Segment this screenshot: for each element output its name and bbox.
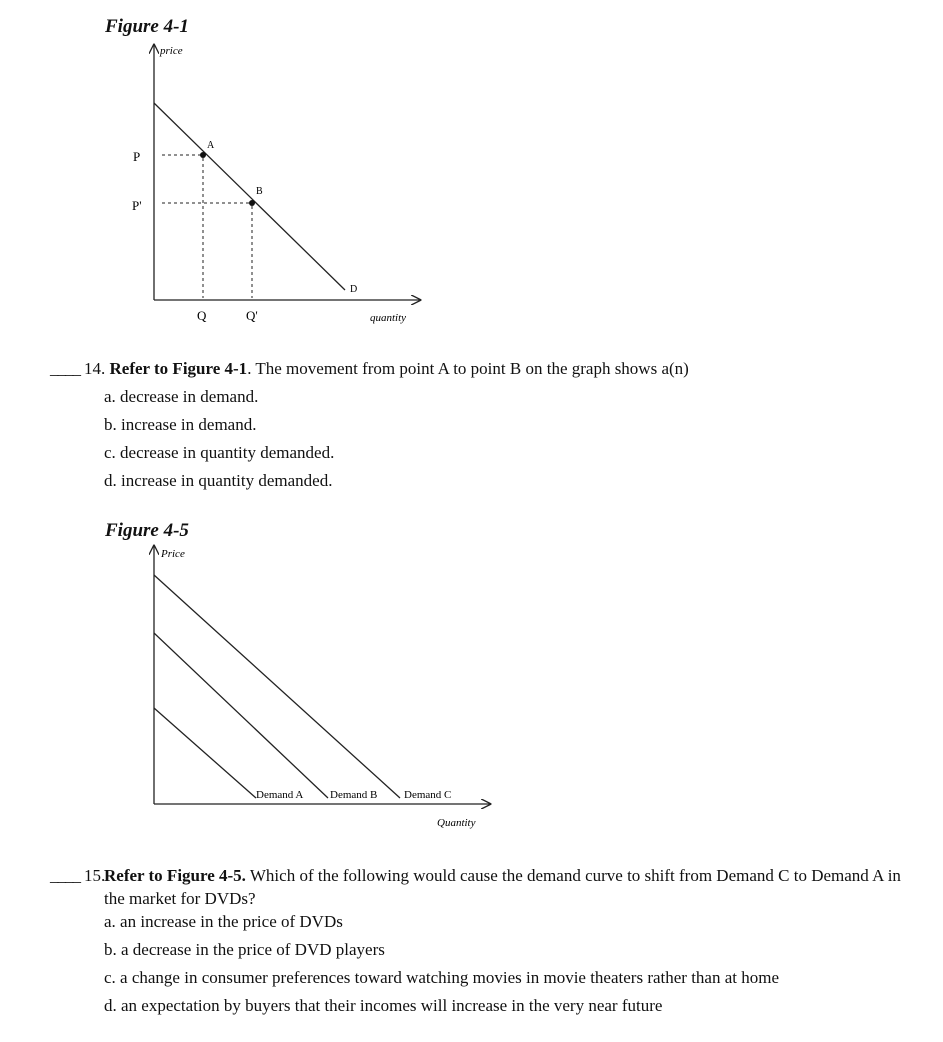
q15-option-b[interactable]: b. a decrease in the price of DVD players (104, 940, 385, 959)
q14-option-d[interactable]: d. increase in quantity demanded. (104, 471, 333, 490)
q15-text: Which of the following would cause the demand curve to shift from Demand C to Demand A in the market for DVDs? (104, 866, 901, 908)
figure-4-5-y-axis-label: Price (161, 548, 185, 560)
figure-4-1-title: Figure 4-1 (105, 16, 189, 37)
point-b-label: B (256, 186, 263, 197)
figure-4-5-x-axis-label: Quantity (437, 817, 476, 829)
q15-stem (104, 864, 904, 910)
figure-4-5-title: Figure 4-5 (105, 520, 189, 541)
q14-text: . The movement from point A to point B on the graph shows a(n) (247, 359, 689, 378)
demand-a-curve (154, 708, 256, 798)
q15-number: 15. (84, 866, 106, 885)
figure-4-1-graph (0, 0, 943, 340)
curve-d-label: D (350, 284, 358, 295)
demand-b-curve (154, 633, 328, 798)
q15-option-a[interactable]: a. an increase in the price of DVDs (104, 912, 343, 931)
demand-a-label: Demand A (256, 789, 304, 801)
figure-4-1-x-axis-label: quantity (370, 312, 407, 324)
price-p-label: P (133, 149, 141, 164)
point-a-label: A (207, 140, 215, 151)
demand-curve-d (154, 103, 345, 290)
demand-b-label: Demand B (330, 789, 378, 801)
q14-option-a[interactable]: a. decrease in demand. (104, 387, 259, 406)
q14-figure-ref: Refer to Figure 4-1 (109, 359, 248, 378)
q15-figure-ref: Refer to Figure 4-5. (104, 866, 246, 885)
point-a-marker (200, 152, 206, 158)
q14-answer-blank[interactable]: ____ (50, 359, 80, 378)
q14-option-c[interactable]: c. decrease in quantity demanded. (104, 443, 335, 462)
price-p-prime-label: P' (132, 198, 142, 213)
q14-number: 14. (84, 359, 106, 378)
q15-option-c[interactable]: c. a change in consumer preferences toward watching movies in movie theaters rather than at home (104, 968, 780, 987)
q14-stem (84, 357, 689, 380)
demand-c-label: Demand C (404, 789, 452, 801)
q14-option-b[interactable]: b. increase in demand. (104, 415, 257, 434)
q15-answer-blank[interactable]: ____ (50, 866, 80, 885)
point-b-marker (249, 200, 255, 206)
figure-4-1-y-axis-label: price (160, 45, 183, 57)
qty-q-prime-label: Q' (246, 308, 258, 323)
qty-q-label: Q (197, 308, 207, 323)
demand-c-curve (154, 575, 400, 798)
q15-option-d[interactable]: d. an expectation by buyers that their incomes will increase in the very near future (104, 996, 663, 1015)
figure-4-5-graph (0, 530, 943, 840)
